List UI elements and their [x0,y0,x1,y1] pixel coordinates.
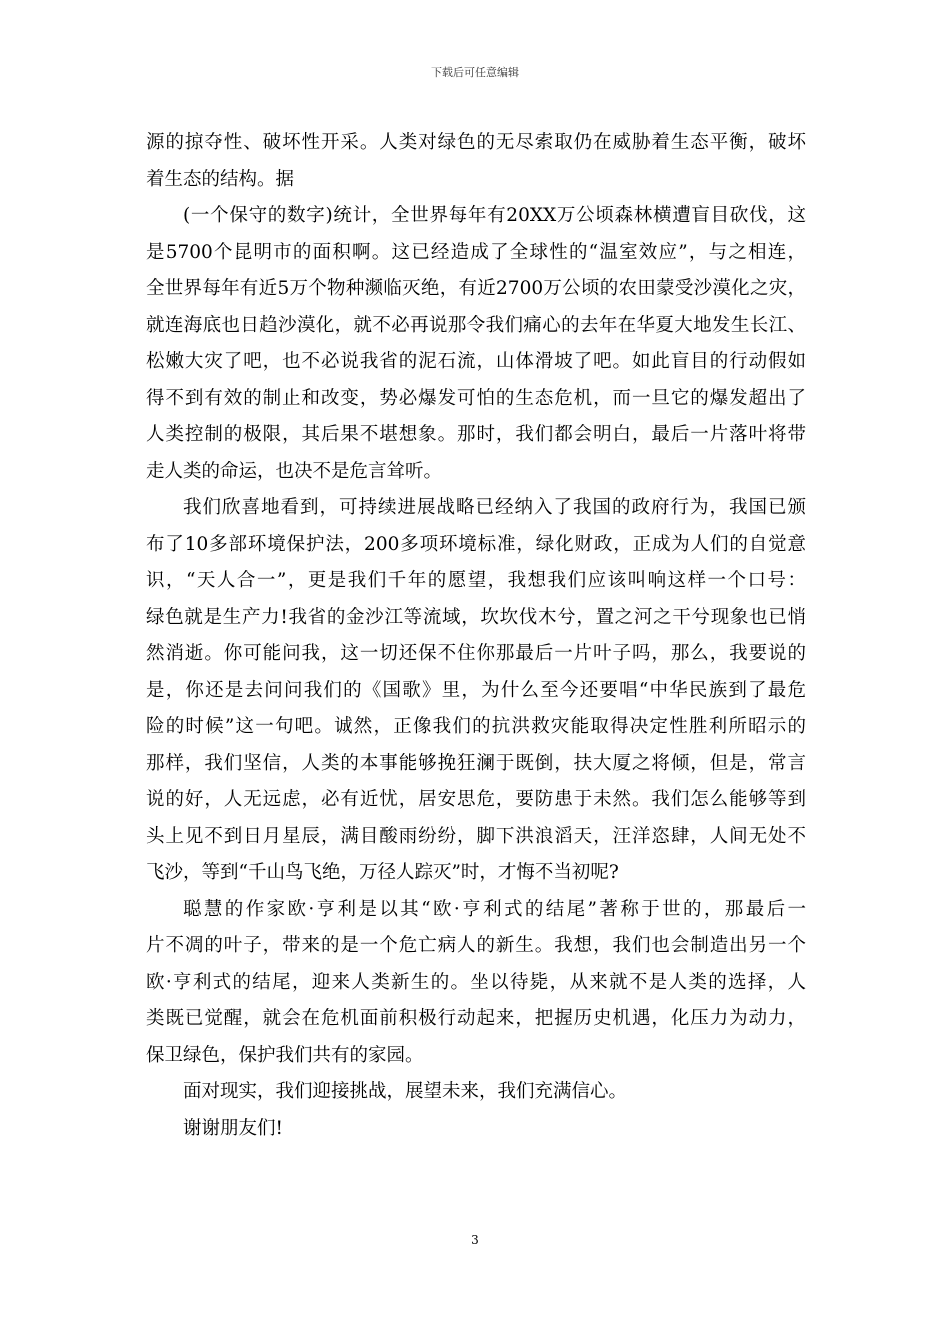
text-line: 聪慧的作家欧·亨利是以其“欧·亨利式的结尾”著称于世的，那最后一 [183,898,806,920]
text-line: 险的时候”这一句吧。诚然，正像我们的抗洪救灾能取得决定性胜利所昭示的 [146,716,806,737]
text-line: 类既已觉醒，就会在危机面前积极行动起来，把握历史机遇，化压力为动力， [146,1008,806,1029]
text-line: 说的好，人无远虑，必有近忧，居安思危，要防患于未然。我们怎么能够等到 [146,789,806,810]
text-line: (一个保守的数字)统计，全世界每年有20XX万公顷森林横遭盲目砍伐，这 [183,205,806,226]
text-line: 松嫩大灾了吧，也不必说我省的泥石流，山体滑坡了吧。如此盲目的行动假如 [146,351,806,372]
text-line: 保卫绿色，保护我们共有的家园。 [146,1044,424,1066]
text-line: 布了10多部环境保护法，200多项环境标准，绿化财政，正成为人们的自觉意 [146,533,806,555]
text-line: 片不凋的叶子，带来的是一个危亡病人的新生。我想，我们也会制造出另一个 [146,935,806,956]
text-line: 谢谢朋友们! [183,1117,283,1139]
text-line: 人类控制的极限，其后果不堪想象。那时，我们都会明白，最后一片落叶将带 [146,424,806,445]
document-body [146,125,806,1147]
text-line: 头上见不到日月星辰，满目酸雨纷纷，脚下洪浪滔天，汪洋恣肆，人间无处不 [146,825,806,847]
text-line: 源的掠夺性、破坏性开采。人类对绿色的无尽索取仍在威胁着生态平衡，破坏 [146,132,806,153]
text-line: 那样，我们坚信，人类的本事能够挽狂澜于既倒，扶大厦之将倾，但是，常言 [146,752,806,774]
text-line: 走人类的命运，也决不是危言耸听。 [146,460,443,482]
text-line: 飞沙，等到“千山鸟飞绝，万径人踪灭”时，才悔不当初呢? [146,862,619,883]
page-number: 3 [471,1233,479,1247]
text-line: 欧·亨利式的结尾，迎来人类新生的。坐以待毙，从来就不是人类的选择，人 [146,971,806,993]
text-line: 是5700个昆明市的面积啊。这已经造成了全球性的“温室效应”，与之相连， [146,241,806,263]
text-line: 面对现实，我们迎接挑战，展望未来，我们充满信心。 [183,1081,628,1102]
text-line: 绿色就是生产力!我省的金沙江等流域，坎坎伐木兮，置之河之干兮现象也已悄 [146,606,806,628]
text-line: 着生态的结构。据 [146,168,295,190]
text-line: 得不到有效的制止和改变，势必爆发可怕的生态危机，而一旦它的爆发超出了 [146,387,806,409]
text-line: 全世界每年有近5万个物种濒临灭绝，有近2700万公顷的农田蒙受沙漠化之灾， [146,278,806,299]
text-line: 然消逝。你可能问我，这一切还保不住你那最后一片叶子吗，那么，我要说的 [146,643,806,664]
page-header: 下载后可任意编辑 [431,66,519,79]
text-line: 是，你还是去问问我们的《国歌》里，为什么至今还要唱“中华民族到了最危 [146,679,806,701]
text-line: 就连海底也日趋沙漠化，就不必再说那令我们痛心的去年在华夏大地发生长江、 [146,314,806,336]
text-line: 识，“天人合一”，更是我们千年的愿望，我想我们应该叫响这样一个口号： [146,570,806,591]
text-line: 我们欣喜地看到，可持续进展战略已经纳入了我国的政府行为，我国已颁 [183,497,806,518]
